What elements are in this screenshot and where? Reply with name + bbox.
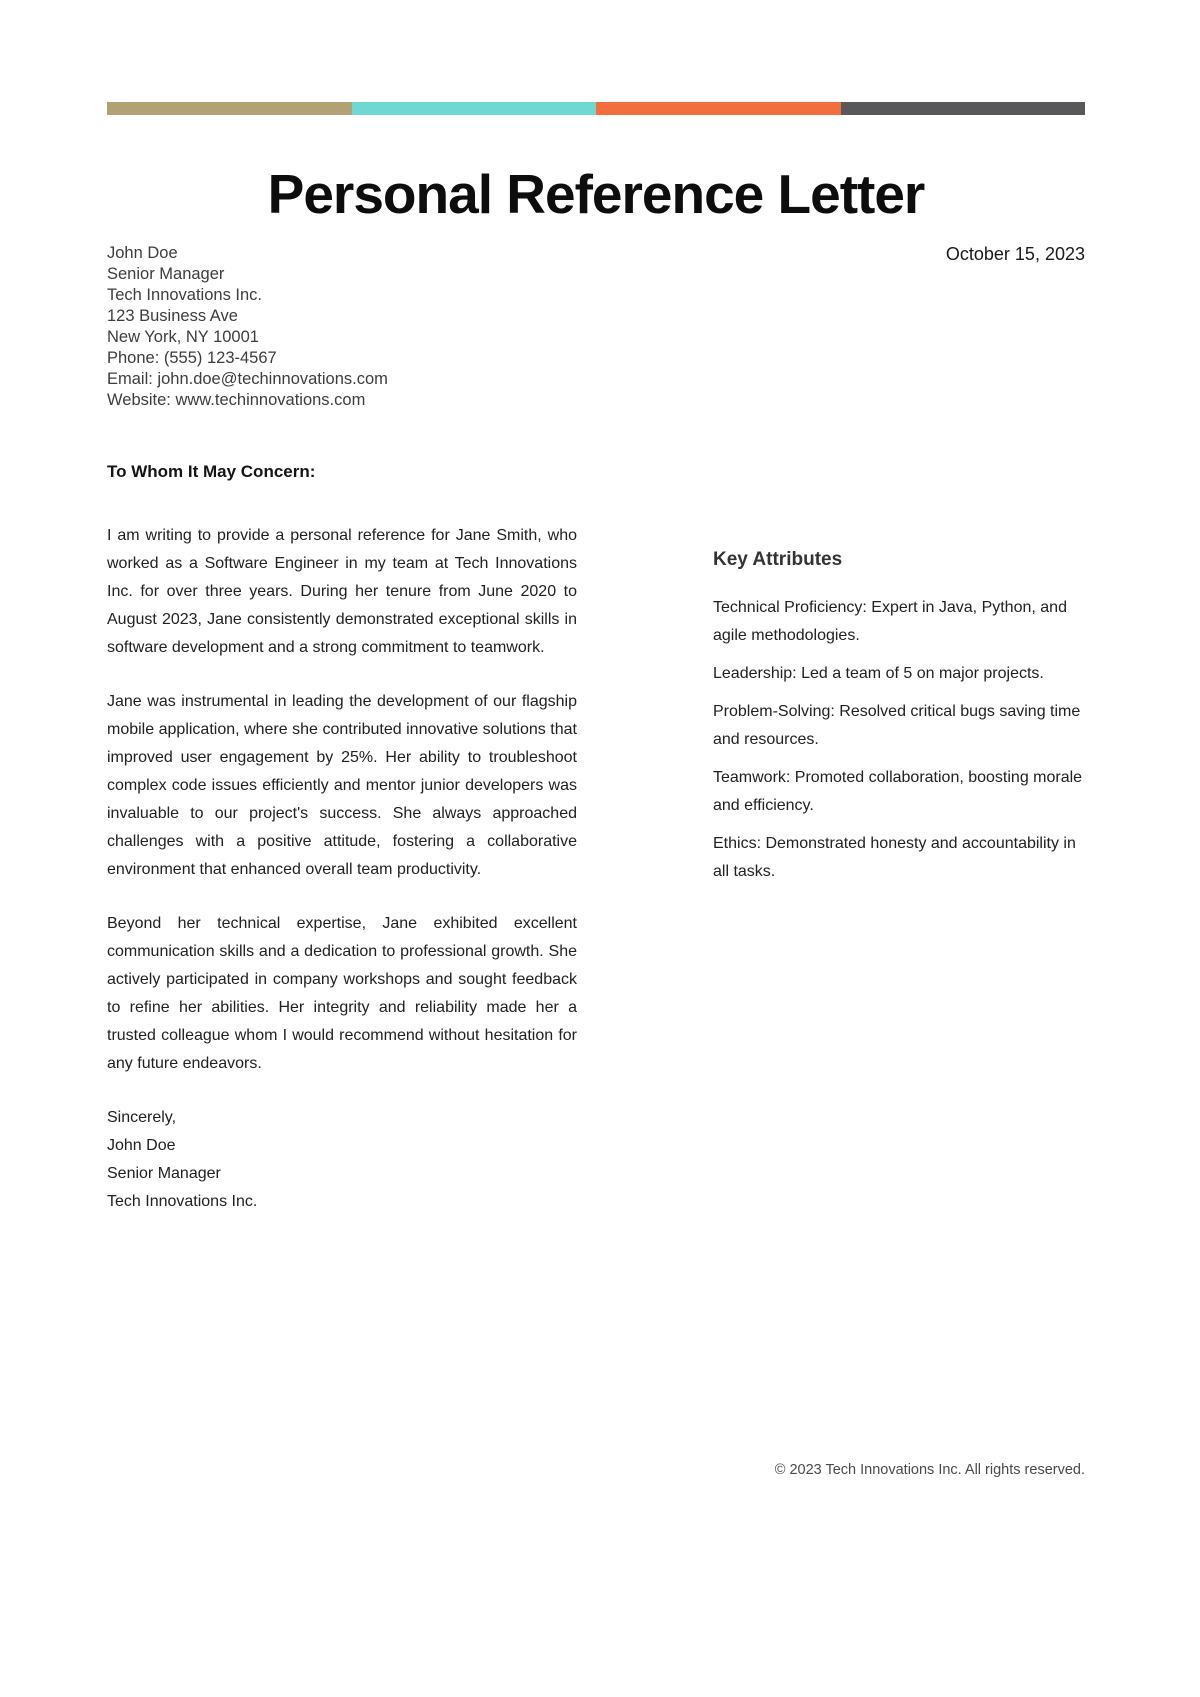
salutation: To Whom It May Concern: — [107, 462, 316, 481]
sender-company: Tech Innovations Inc. — [107, 286, 263, 304]
attribute-item: Ethics: Demonstrated honesty and accountability in all tasks. — [713, 835, 1076, 880]
footer-copyright: © 2023 Tech Innovations Inc. All rights reserved. — [774, 1462, 1085, 1478]
accent-bar — [107, 102, 1085, 115]
sender-phone: Phone: (555) 123-4567 — [107, 349, 277, 367]
letter-date: October 15, 2023 — [945, 244, 1085, 264]
sender-street: 123 Business Ave — [107, 307, 238, 325]
sender-info — [107, 243, 388, 411]
signature-block — [107, 1104, 577, 1216]
key-attributes-heading: Key Attributes — [713, 549, 843, 570]
key-attributes-panel — [713, 522, 1085, 1216]
attribute-item: Problem-Solving: Resolved critical bugs saving time and resources. — [713, 703, 1081, 748]
body-paragraph: Beyond her technical expertise, Jane exhibited excellent communication skills and a dedication to professional growth. She actively participated in company workshops and sought feedback to refine her abilities. Her integrity and reliability made her a trusted colleague whom I would recommend without hesitation for any future endeavors. — [107, 915, 577, 1072]
sender-website: Website: www.techinnovations.com — [107, 391, 366, 409]
body-paragraph: I am writing to provide a personal reference for Jane Smith, who worked as a Software Engineer in my team at Tech Innovations Inc. for over three years. During her tenure from June 2020 to August 2023, Jane consistently demonstrated exceptional skills in software development and a strong commitment to teamwork. — [107, 527, 577, 656]
accent-bar-segment-gray — [841, 102, 1086, 115]
letter-header — [107, 243, 1085, 411]
accent-bar-segment-orange — [596, 102, 841, 115]
signature-closing: Sincerely, — [107, 1109, 177, 1126]
sender-title: Senior Manager — [107, 265, 225, 283]
attribute-item: Teamwork: Promoted collaboration, boosting morale and efficiency. — [713, 769, 1083, 814]
signature-name: John Doe — [107, 1137, 176, 1154]
sender-city: New York, NY 10001 — [107, 328, 259, 346]
accent-bar-segment-tan — [107, 102, 352, 115]
page-title: Personal Reference Letter — [267, 163, 925, 225]
letter-body — [107, 522, 577, 1216]
attribute-item: Leadership: Led a team of 5 on major projects. — [713, 665, 1044, 682]
sender-name: John Doe — [107, 244, 178, 262]
sender-email: Email: john.doe@techinnovations.com — [107, 370, 388, 388]
page-content — [107, 0, 1085, 1216]
attribute-item: Technical Proficiency: Expert in Java, Python, and agile methodologies. — [713, 599, 1067, 644]
body-paragraph: Jane was instrumental in leading the development of our flagship mobile application, where she contributed innovative solutions that improved user engagement by 25%. Her ability to troubleshoot complex code issues efficiently and mentor junior developers was invaluable to our project's success. She always approached challenges with a positive attitude, fostering a collaborative environment that enhanced overall team productivity. — [107, 693, 577, 878]
accent-bar-segment-turquoise — [352, 102, 597, 115]
letter-columns — [107, 522, 1085, 1216]
signature-company: Tech Innovations Inc. — [107, 1193, 258, 1210]
signature-title: Senior Manager — [107, 1165, 221, 1182]
